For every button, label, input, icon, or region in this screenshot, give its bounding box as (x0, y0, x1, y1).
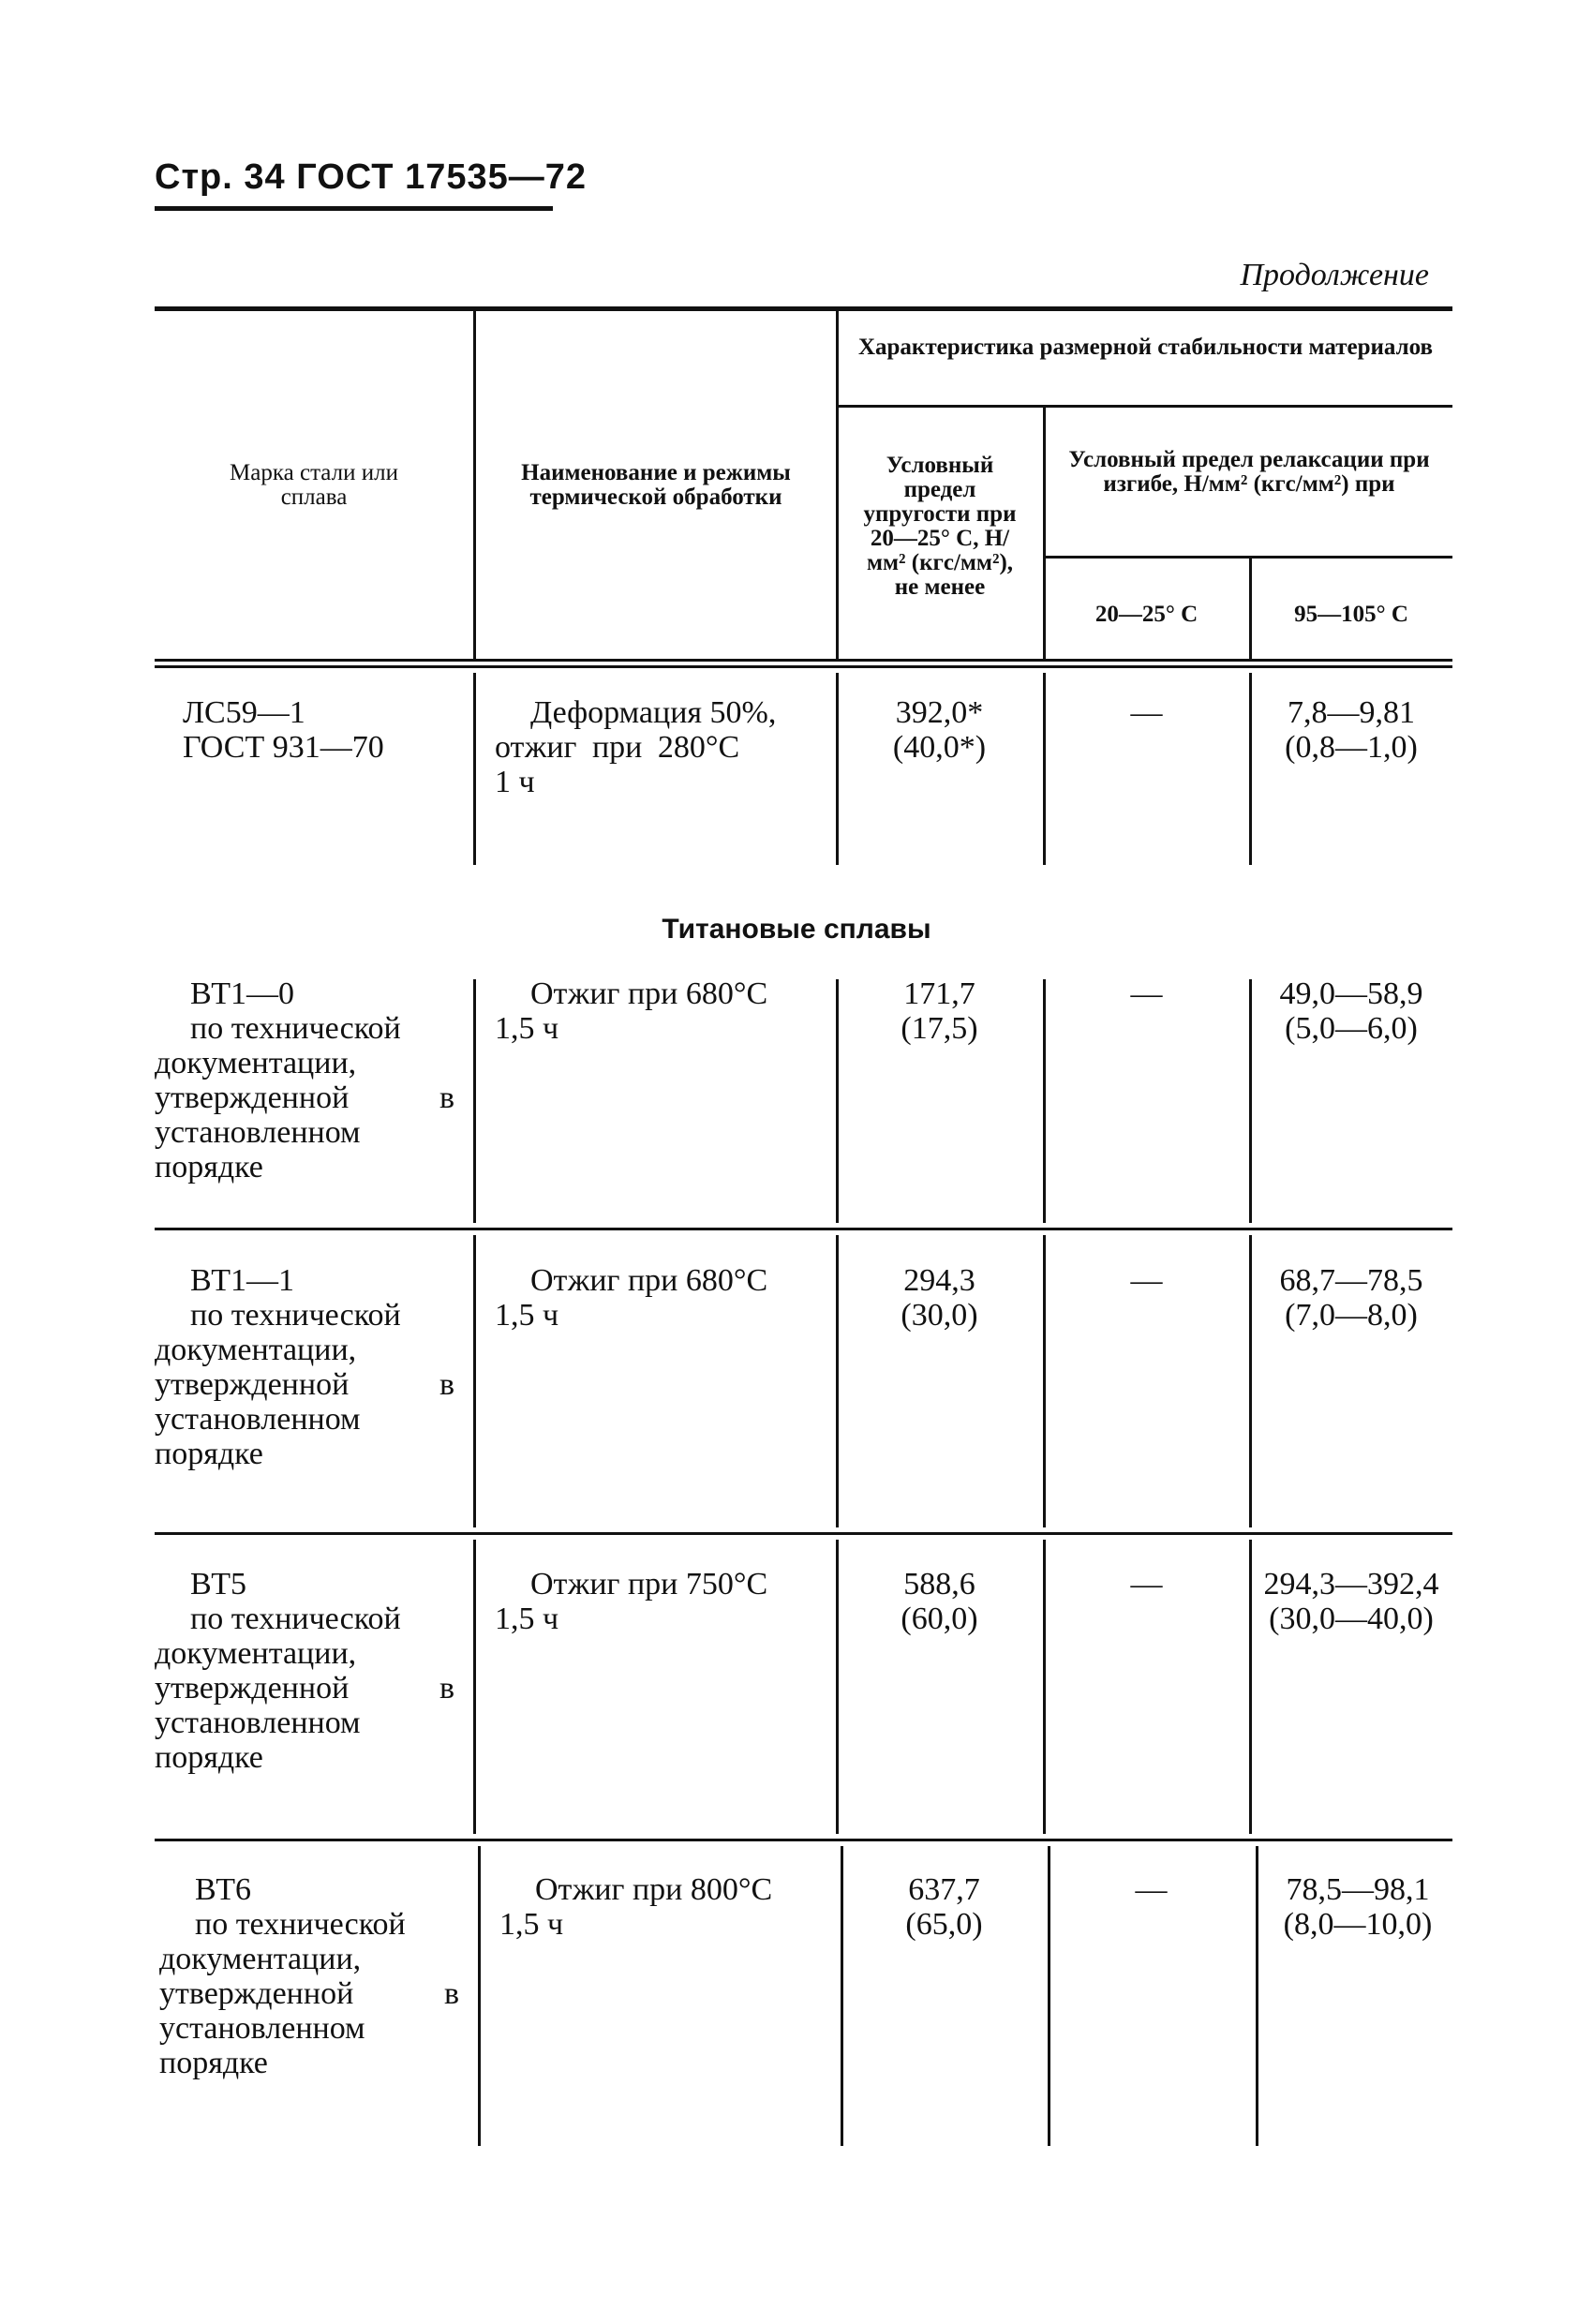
relax-t1-cell: — (1130, 976, 1163, 1011)
row1-vline-3 (1043, 979, 1046, 1223)
relax-t2-cell: 7,8—9,81 (0,8—1,0) (1285, 695, 1418, 765)
relax-t2-cell: 78,5—98,1 (8,0—10,0) (1283, 1872, 1433, 1942)
treatment-cell: Отжиг при 680°С 1,5 ч (495, 1263, 768, 1333)
treatment-cell: Деформация 50%, отжиг при 280°С 1 ч (495, 695, 777, 799)
row3-bottom-rule (155, 1839, 1452, 1841)
col-header-relax: Условный предел релаксации при изгибе, Н/мм² (кгс/мм²) при (1068, 447, 1430, 497)
col-header-group: Характеристика размерной стабильности материалов (857, 335, 1434, 360)
col-header-elastic: Условный предел упругости при 20—25° С, Н/мм² (кгс/мм²), не менее (863, 453, 1017, 600)
relax-t2-cell: 294,3—392,4 (30,0—40,0) (1263, 1567, 1439, 1636)
treatment-cell: Отжиг при 800°С 1,5 ч (499, 1872, 773, 1942)
relax-t2-cell: 68,7—78,5 (7,0—8,0) (1279, 1263, 1423, 1333)
table-row (183, 695, 464, 765)
continuation-label: Продолжение (1240, 258, 1429, 292)
row1-bottom-rule (155, 1228, 1452, 1230)
header-bottom-rule-2 (155, 665, 1452, 668)
relax-t1-cell: — (1130, 695, 1163, 730)
table-row: ВТ6 по технической документации, утвержденной в установленном порядке (159, 1872, 459, 2080)
col-header-relax-t1: 20—25° С (1094, 602, 1198, 627)
elastic-cell: 171,7 (17,5) (901, 976, 978, 1046)
table-row: ВТ5 по технической документации, утвержденной в установленном порядке (155, 1567, 454, 1775)
col-header-relax-t2: 95—105° С (1294, 602, 1408, 627)
relax-t1-cell: — (1130, 1263, 1163, 1298)
grade-line: ГОСТ 931—70 (183, 730, 384, 765)
row0-vline-1 (473, 673, 476, 865)
relax-t1-cell: — (1130, 1567, 1163, 1601)
header-rule (155, 206, 553, 211)
table-row: ВТ1—0 по технической документации, утвержденной в установленном порядке (155, 976, 454, 1184)
elastic-cell: 294,3 (30,0) (901, 1263, 978, 1333)
section-title: Титановые сплавы (662, 914, 931, 945)
page-label: Стр. 34 ГОСТ 17535—72 (155, 157, 588, 197)
table-row: ВТ1—1 по технической документации, утвержденной в установленном порядке (155, 1263, 454, 1471)
elastic-cell: 392,0* (40,0*) (892, 695, 987, 765)
treatment-cell: Отжиг при 680°С 1,5 ч (495, 976, 768, 1046)
elastic-cell: 637,7 (65,0) (905, 1872, 983, 1942)
row4-vline-1 (478, 1846, 481, 2146)
header-vline-1 (473, 311, 476, 661)
table-top-rule (155, 306, 1452, 311)
relax-t2-cell: 49,0—58,9 (5,0—6,0) (1279, 976, 1423, 1046)
row2-bottom-rule (155, 1532, 1452, 1535)
header-vline-2 (836, 311, 839, 661)
header-bottom-rule-1 (155, 659, 1452, 662)
group-header-rule (839, 405, 1452, 408)
treatment-cell: Отжиг при 750°С 1,5 ч (495, 1567, 768, 1636)
elastic-cell: 588,6 (60,0) (901, 1567, 978, 1636)
grade-line: ЛС59—1 (183, 695, 305, 730)
relax-t1-cell: — (1135, 1872, 1168, 1907)
col-header-grade: Марка стали или сплава (230, 460, 398, 510)
col-header-treatment: Наименование и режимы термической обработки (521, 460, 791, 510)
row2-vline-1 (473, 1235, 476, 1527)
row3-vline-1 (473, 1540, 476, 1834)
row1-vline-1 (473, 979, 476, 1223)
